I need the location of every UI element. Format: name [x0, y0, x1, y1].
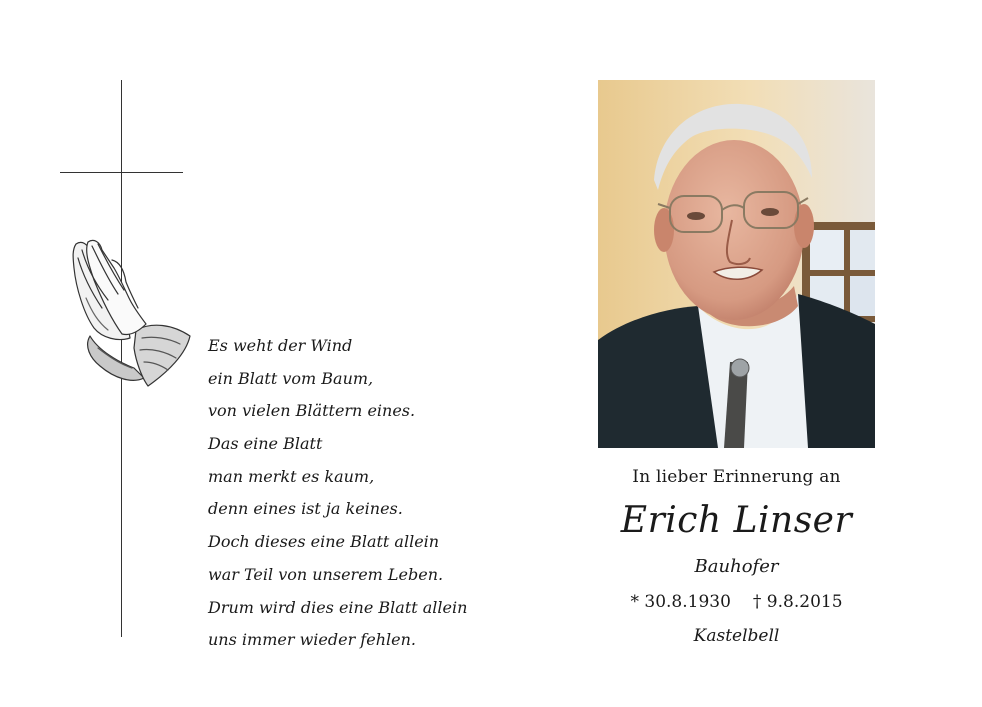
birth-date: * 30.8.1930 — [630, 592, 731, 612]
death-date: † 9.8.2015 — [752, 592, 843, 612]
poem-line: Es weht der Wind — [208, 336, 353, 355]
poem-line: von vielen Blättern eines. — [208, 401, 416, 421]
portrait-photo — [598, 80, 875, 448]
poem-line: ein Blatt vom Baum, — [208, 368, 374, 388]
cross-beam — [60, 172, 183, 173]
poem-line: war Teil von unserem Leben. — [208, 564, 444, 584]
intro-text: In lieber Erinnerung an — [632, 467, 841, 487]
place-name: Kastelbell — [693, 626, 780, 646]
poem-line: man merkt es kaum, — [208, 466, 375, 486]
poem-line: denn eines ist ja keines. — [208, 499, 403, 519]
poem-line: Drum wird dies eine Blatt allein — [208, 597, 468, 617]
poem-line: Das eine Blatt — [208, 434, 323, 454]
poem — [208, 331, 508, 658]
life-dates — [598, 592, 875, 612]
praying-hands-icon — [68, 238, 202, 398]
poem-line: uns immer wieder fehlen. — [208, 630, 416, 650]
poem-line: Doch dieses eine Blatt allein — [208, 532, 440, 552]
deceased-name: Erich Linser — [620, 500, 853, 541]
nickname: Bauhofer — [694, 556, 779, 577]
